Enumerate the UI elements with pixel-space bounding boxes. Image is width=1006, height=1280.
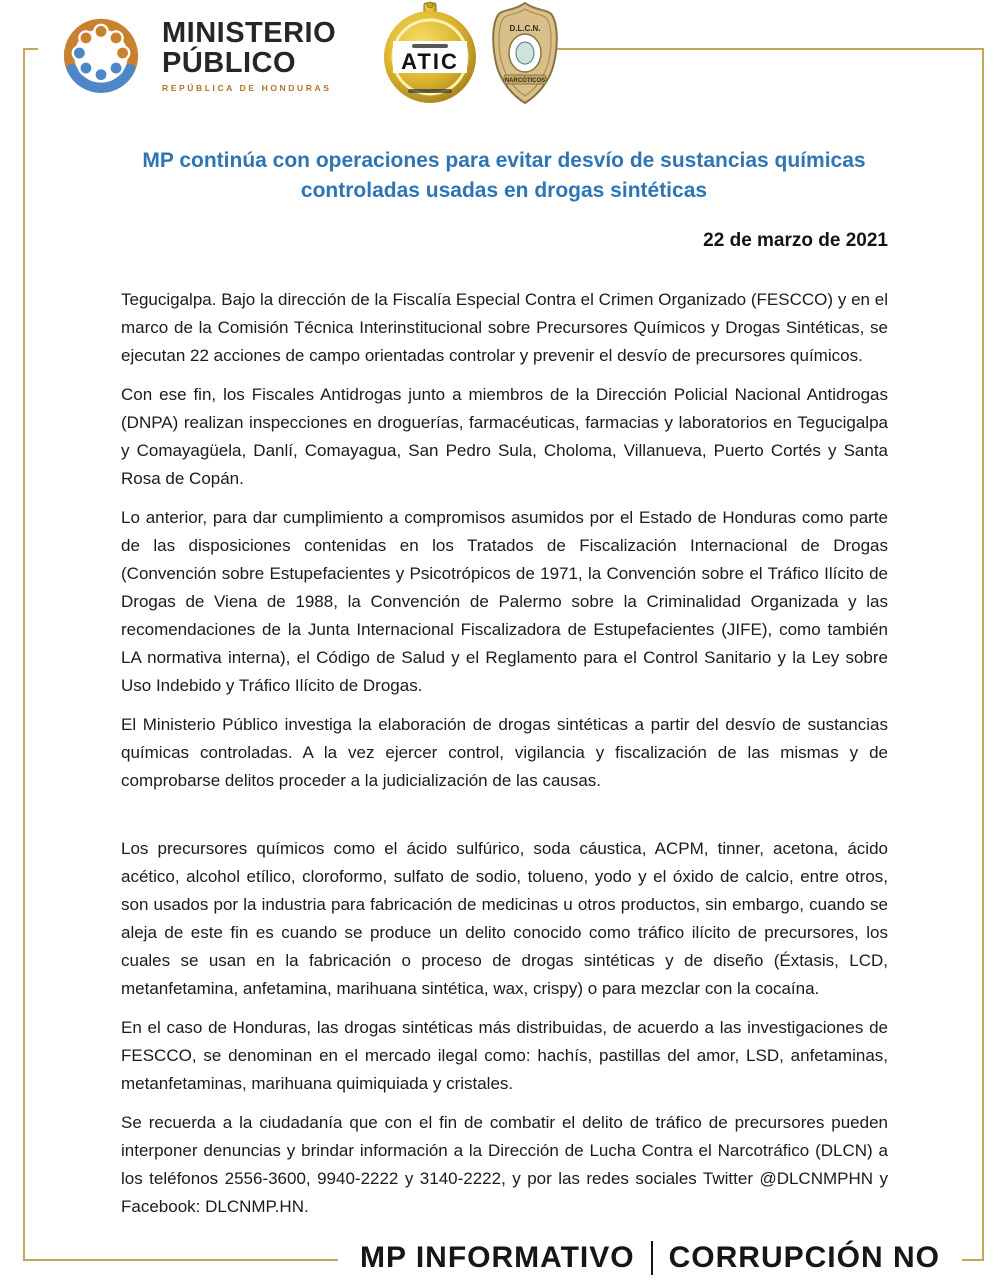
atic-logo-label: ATIC	[401, 48, 460, 74]
atic-logo-icon	[382, 1, 478, 110]
footer-divider	[651, 1241, 653, 1275]
org-subtitle: REPÚBLICA DE HONDURAS	[162, 82, 332, 93]
paragraph-4: El Ministerio Público investiga la elaboración de drogas sintéticas a partir del desvío de sustancias químicas controladas. A la vez ejercer control, vigilancia y fiscalización de las mismas y de comprobarse delitos proceder a la judicialización de las causas.	[121, 715, 888, 790]
dlcn-badge-bottom-label: NARCÓTICOS	[505, 77, 546, 84]
paragraph-2: Con ese fin, los Fiscales Antidrogas junto a miembros de la Dirección Policial Nacional Antidrogas (DNPA) realizan inspecciones en droguerías, farmacéuticas, farmacias y laboratorios en Tegucigalpa y Comayagüela, Danlí, Comayagua, San Pedro Sula, Choloma, Villanueva, Puerto Cortés y Santa Rosa de Copán.	[121, 385, 888, 488]
org-title-block	[162, 18, 336, 93]
page-title	[120, 146, 888, 206]
document-body	[121, 286, 888, 1232]
paragraph-7: Se recuerda a la ciudadanía que con el fin de combatir el delito de tráfico de precursores pueden interponer denuncias y brindar información a la Dirección de Lucha Contra el Narcotráfico (DLCN) a los teléfonos 2556-3600, 9940-2222 y 3140-2222, y por las redes sociales Twitter @DLCNMPHN y Facebook: DLCNMP.HN.	[121, 1113, 888, 1216]
dlcn-badge-top-label: D.L.C.N.	[509, 23, 541, 33]
page-title-line1: MP continúa con operaciones para evitar desvío de sustancias químicas	[142, 149, 866, 172]
org-name-line2: PÚBLICO	[162, 46, 296, 79]
paragraph-6: En el caso de Honduras, las drogas sintéticas más distribuidas, de acuerdo a las investigaciones de FESCCO, se denominan en el mercado ilegal como: hachís, pastillas del amor, LSD, anfetaminas, metanfetaminas, marihuana quimiquiada y cristales.	[121, 1018, 888, 1093]
footer-right-text: CORRUPCIÓN NO	[668, 1241, 940, 1274]
org-name-line1: MINISTERIO	[162, 16, 337, 49]
paragraph-3: Lo anterior, para dar cumplimiento a compromisos asumidos por el Estado de Honduras como parte de las disposiciones contenidas en los Tratados de Fiscalización Internacional de Drogas (Convención sobre Estupefacientes y Psicotrópicos de 1971, la Convención sobre el Tráfico Ilícito de Drogas de Viena de 1988, la Convención de Palermo sobre la Criminalidad Organizada y las recomendaciones de la Junta Internacional Fiscalizadora de Estupefacientes (JIFE), como también LA normativa interna), el Código de Salud y el Reglamento para el Control Sanitario y la Ley sobre Uso Indebido y Tráfico Ilícito de Drogas.	[121, 508, 888, 695]
dlcn-badge-icon	[490, 1, 560, 110]
ministerio-publico-logo-icon	[54, 6, 148, 105]
footer-left-text: MP INFORMATIVO	[360, 1241, 635, 1274]
footer-banner	[338, 1236, 962, 1280]
page-title-line2: controladas usadas en drogas sintéticas	[300, 179, 708, 202]
header	[38, 0, 546, 110]
paragraph-5: Los precursores químicos como el ácido sulfúrico, soda cáustica, ACPM, tinner, acetona, ácido acético, alcohol etílico, cloroformo, sulfato de sodio, tolueno, yodo y el óxido de calcio, entre otros, son usados por la industria para fabricación de medicinas u otros productos, sin embargo, cuando se aleja de este fin es cuando se produce un delito conocido como tráfico ilícito de precursores, los cuales se usan en la fabricación o proceso de drogas sintéticas y de diseño (Éxtasis, LCD, metanfetamina, anfetamina, marihuana sintética, wax, crispy) o para mezclar con la cocaína.	[121, 839, 888, 998]
paragraph-1: Tegucigalpa. Bajo la dirección de la Fiscalía Especial Contra el Crimen Organizado (FESCCO) y en el marco de la Comisión Técnica Interinstitucional sobre Precursores Químicos y Drogas Sintéticas, se ejecutan 22 acciones de campo orientadas controlar y prevenir el desvío de precursores químicos.	[121, 290, 888, 365]
document-date: 22 de marzo de 2021	[703, 230, 888, 251]
